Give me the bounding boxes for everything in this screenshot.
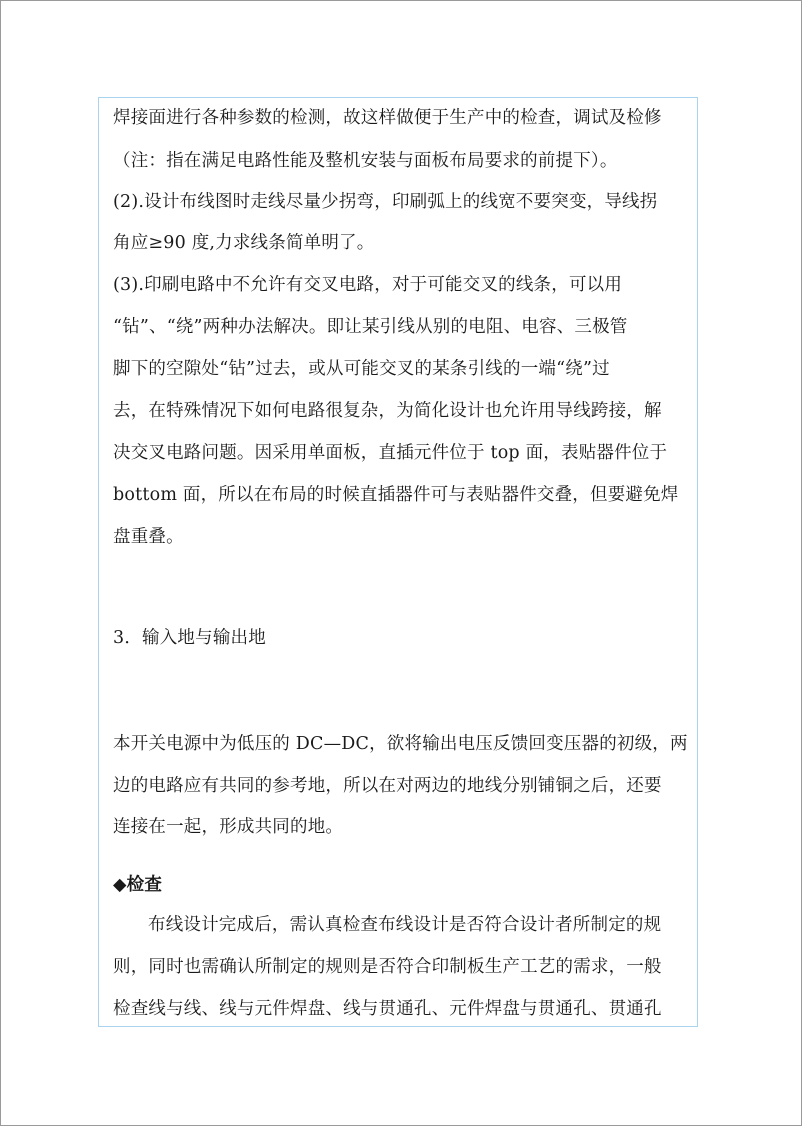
paragraph-line: 边的电路应有共同的参考地，所以在对两边的地线分别铺铜之后，还要 xyxy=(113,776,662,796)
paragraph-line: 脚下的空隙处“钻”过去，或从可能交叉的某条引线的一端“绕”过 xyxy=(113,359,610,379)
paragraph-line: 则，同时也需确认所制定的规则是否符合印制板生产工艺的需求，一般 xyxy=(113,957,662,977)
paragraph-line: 决交叉电路问题。因采用单面板，直插元件位于 top 面，表贴器件位于 xyxy=(113,443,668,463)
paragraph-line: (3).印刷电路中不允许有交叉电路，对于可能交叉的线条，可以用 xyxy=(113,275,623,295)
paragraph-line: 去，在特殊情况下如何电路很复杂，为简化设计也允许用导线跨接，解 xyxy=(113,401,662,421)
paragraph-line: 检查线与线、线与元件焊盘、线与贯通孔、元件焊盘与贯通孔、贯通孔 xyxy=(113,999,662,1019)
paragraph-line: 本开关电源中为低压的 DC—DC，欲将输出电压反馈回变压器的初级，两 xyxy=(113,734,688,754)
paragraph-line: “钻”、“绕”两种办法解决。即让某引线从别的电阻、电容、三极管 xyxy=(113,317,628,337)
paragraph-line: 盘重叠。 xyxy=(113,527,184,547)
paragraph-line: 焊接面进行各种参数的检测，故这样做便于生产中的检查，调试及检修 xyxy=(113,108,662,128)
section-title: 3．输入地与输出地 xyxy=(113,628,266,648)
paragraph-line: 布线设计完成后，需认真检查布线设计是否符合设计者所制定的规 xyxy=(148,915,662,935)
paragraph-line: 连接在一起，形成共同的地。 xyxy=(113,817,344,837)
paragraph-line: (2).设计布线图时走线尽量少拐弯，印刷弧上的线宽不要突变，导线拐 xyxy=(113,192,658,212)
paragraph-line: 角应≥90 度,力求线条简单明了。 xyxy=(113,233,375,253)
paragraph-line: （注：指在满足电路性能及整机安装与面板布局要求的前提下）。 xyxy=(113,151,618,171)
check-heading: ◆检查 xyxy=(113,875,163,895)
paragraph-line: bottom 面，所以在布局的时候直插器件可与表贴器件交叠，但要避免焊 xyxy=(113,485,679,505)
